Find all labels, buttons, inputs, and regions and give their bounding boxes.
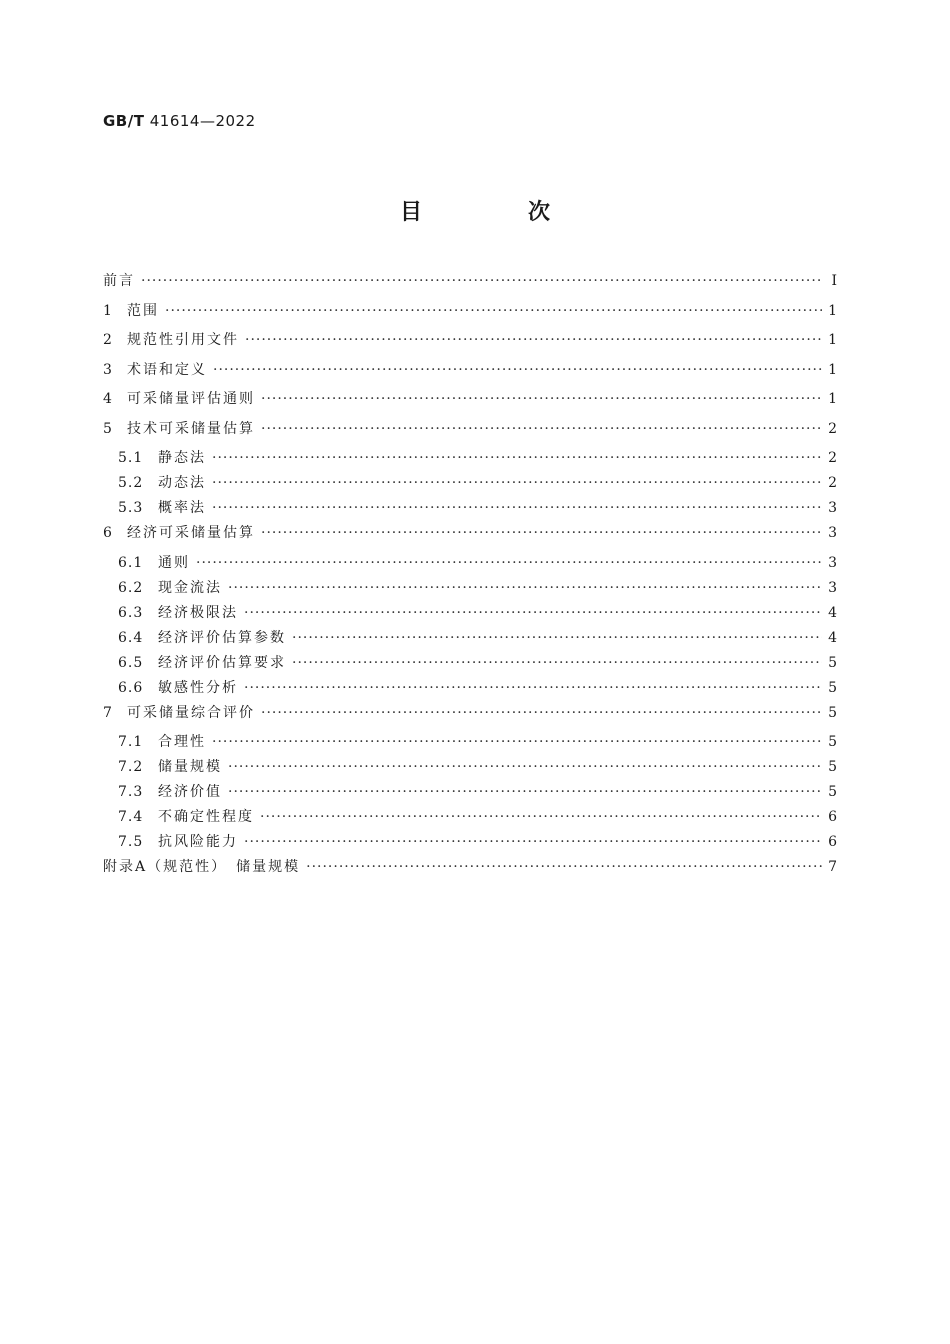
- toc-entry[interactable]: [103, 627, 837, 652]
- toc-entry-label: 技术可采储量估算: [127, 420, 255, 437]
- toc-entry[interactable]: [103, 300, 837, 330]
- toc-entry-label: 术语和定义: [127, 361, 207, 378]
- toc-entry[interactable]: [103, 756, 837, 781]
- toc-entry-label: 概率法: [158, 500, 206, 516]
- toc-entry-page: 3: [828, 554, 837, 571]
- toc-entry-number: 6.6: [118, 679, 144, 696]
- toc-dot-leader: [261, 391, 822, 407]
- toc-entry[interactable]: [103, 831, 837, 856]
- toc-entry-label: 经济可采储量估算: [127, 525, 255, 541]
- toc-entry-number: 6.3: [118, 604, 144, 621]
- toc-dot-leader: [213, 362, 822, 378]
- toc-entry-page: 6: [828, 809, 837, 825]
- toc-dot-leader: [261, 421, 822, 437]
- toc-dot-leader: [292, 630, 822, 646]
- toc-dot-leader: [212, 500, 822, 516]
- toc-dot-leader: [261, 525, 822, 541]
- toc-entry-label: 经济评价估算参数: [158, 629, 286, 646]
- toc-entry[interactable]: [103, 359, 837, 389]
- toc-entry-label: 不确定性程度: [158, 809, 254, 825]
- toc-entry-number: 6.2: [118, 579, 144, 596]
- toc-entry-label: 动态法: [158, 475, 206, 491]
- toc-entry-page: 1: [828, 302, 837, 319]
- toc-dot-leader: [292, 655, 822, 671]
- toc-entry-label: 经济评价估算要求: [158, 654, 286, 671]
- toc-entry-number: 5: [103, 420, 114, 437]
- toc-entry-number: 4: [103, 391, 114, 407]
- toc-dot-leader: [260, 809, 822, 825]
- toc-entry-label: 范围: [127, 302, 159, 319]
- toc-entry-number: 6.4: [118, 629, 144, 646]
- toc-entry-page: 6: [828, 834, 837, 850]
- standard-code: [103, 112, 256, 130]
- toc-entry[interactable]: [103, 731, 837, 756]
- toc-entry-label: 抗风险能力: [158, 834, 238, 850]
- toc-entry-label: 合理性: [158, 734, 206, 750]
- toc-entry-page: 1: [828, 391, 837, 407]
- toc-dot-leader: [212, 475, 822, 491]
- toc-dot-leader: [141, 273, 823, 289]
- toc-entry-page: 7: [828, 859, 837, 875]
- toc-entry[interactable]: [103, 270, 837, 300]
- toc-entry-label: 可采储量综合评价: [127, 704, 255, 721]
- toc-entry-number: 2: [103, 332, 114, 348]
- toc-entry-page: 5: [828, 734, 837, 750]
- toc-entry-label: 规范性引用文件: [127, 332, 239, 348]
- toc-entry-label: 通则: [158, 554, 190, 571]
- toc-entry-page: 5: [828, 759, 837, 775]
- toc-entry-number: 7.4: [118, 809, 144, 825]
- toc-entry-number: 5.1: [118, 450, 144, 466]
- toc-entry-label: 经济极限法: [158, 604, 238, 621]
- toc-dot-leader: [165, 303, 822, 319]
- toc-entry-page: 4: [828, 629, 837, 646]
- toc-dot-leader: [228, 784, 822, 800]
- toc-dot-leader: [228, 580, 822, 596]
- toc-entry-label: 附录A（规范性） 储量规模: [103, 859, 301, 875]
- toc-entry-page: 5: [828, 654, 837, 671]
- toc-entry-page: 1: [828, 332, 837, 348]
- toc-entry-page: 4: [828, 604, 837, 621]
- toc-entry[interactable]: [103, 329, 837, 359]
- toc-entry-label: 敏感性分析: [158, 679, 238, 696]
- toc-entry-label: 储量规模: [158, 759, 222, 775]
- toc-entry-page: 3: [828, 579, 837, 596]
- toc-entry-page: 3: [828, 500, 837, 516]
- toc-dot-leader: [228, 759, 822, 775]
- toc-entry[interactable]: [103, 677, 837, 702]
- standard-prefix: GB/T: [103, 112, 145, 130]
- toc-entry-number: 7.1: [118, 734, 144, 750]
- toc-entry-number: 3: [103, 361, 114, 378]
- toc-dot-leader: [306, 859, 822, 875]
- toc-entry[interactable]: [103, 577, 837, 602]
- toc-entry-number: 7: [103, 704, 114, 721]
- toc-entry[interactable]: [103, 652, 837, 677]
- toc-entry[interactable]: [103, 702, 837, 732]
- toc-entry-label: 经济价值: [158, 784, 222, 800]
- toc-dot-leader: [261, 705, 822, 721]
- toc-entry[interactable]: [103, 522, 837, 552]
- toc-dot-leader: [245, 332, 822, 348]
- toc-entry[interactable]: [103, 497, 837, 522]
- toc-entry-page: 3: [828, 525, 837, 541]
- toc-dot-leader: [196, 555, 822, 571]
- toc-entry[interactable]: [103, 447, 837, 472]
- toc-entry-number: 1: [103, 302, 114, 319]
- toc-entry-page: 2: [828, 450, 837, 466]
- toc-entry-page: 5: [828, 704, 837, 721]
- toc-dot-leader: [244, 605, 822, 621]
- toc-entry-number: 6.1: [118, 554, 144, 571]
- table-of-contents: [103, 270, 837, 886]
- toc-entry-page: I: [831, 273, 837, 289]
- toc-entry-number: 7.3: [118, 784, 144, 800]
- toc-entry-label: 可采储量评估通则: [127, 391, 255, 407]
- toc-entry-label: 静态法: [158, 450, 206, 466]
- toc-entry[interactable]: [103, 388, 837, 418]
- toc-dot-leader: [212, 450, 822, 466]
- toc-entry-number: 5.3: [118, 500, 144, 516]
- toc-entry[interactable]: [103, 552, 837, 577]
- toc-dot-leader: [244, 680, 822, 696]
- toc-entry[interactable]: [103, 806, 837, 831]
- toc-entry-page: 2: [828, 475, 837, 491]
- toc-entry-number: 6: [103, 525, 114, 541]
- page-title: 目 次: [399, 200, 592, 225]
- toc-entry-label: 现金流法: [158, 579, 222, 596]
- toc-entry-page: 5: [828, 679, 837, 696]
- toc-entry-number: 7.5: [118, 834, 144, 850]
- toc-entry[interactable]: [103, 418, 837, 448]
- toc-entry-number: 7.2: [118, 759, 144, 775]
- toc-dot-leader: [212, 734, 822, 750]
- toc-entry-number: 6.5: [118, 654, 144, 671]
- toc-entry[interactable]: [103, 781, 837, 806]
- toc-entry[interactable]: [103, 856, 837, 886]
- toc-entry-page: 5: [828, 784, 837, 800]
- toc-entry-number: 5.2: [118, 475, 144, 491]
- toc-entry-page: 2: [828, 420, 837, 437]
- toc-entry-label: 前言: [103, 273, 135, 289]
- toc-dot-leader: [244, 834, 822, 850]
- toc-entry[interactable]: [103, 602, 837, 627]
- toc-entry[interactable]: [103, 472, 837, 497]
- toc-entry-page: 1: [828, 361, 837, 378]
- standard-number: 41614—2022: [149, 112, 256, 130]
